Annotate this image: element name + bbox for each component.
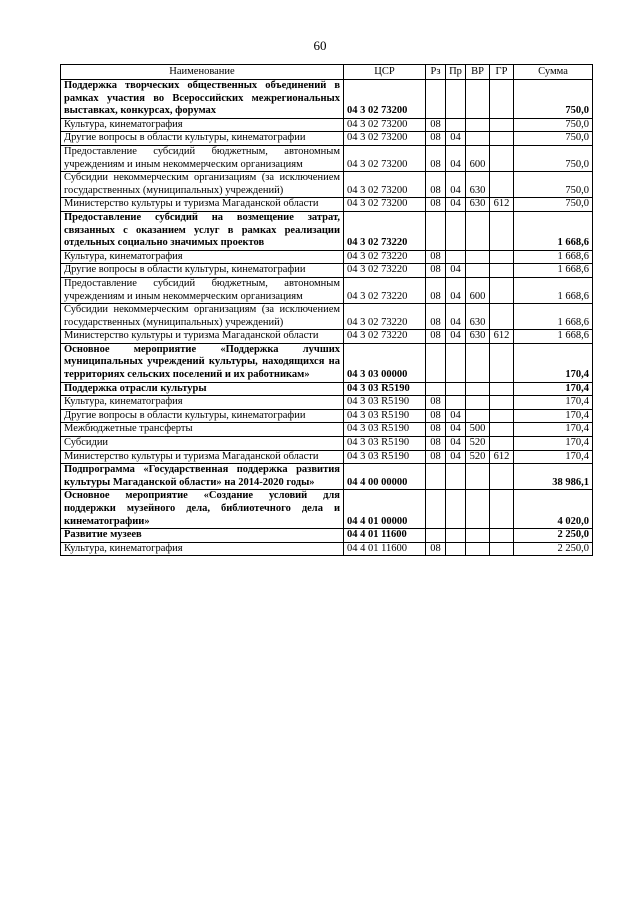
table-row [61,80,593,119]
table-row [61,529,593,543]
cell-csr: 04 3 03 00000 [344,343,426,382]
cell-name: Культура, кинематография [61,250,344,264]
cell-pr [446,250,466,264]
cell-name: Развитие музеев [61,529,344,543]
header-rz: Рз [426,65,446,80]
cell-sum: 170,4 [514,409,593,423]
cell-vr [466,211,490,250]
cell-pr: 04 [446,198,466,212]
cell-gr [490,145,514,171]
cell-vr [466,118,490,132]
cell-name: Предоставление субсидий на возмещение затрат, связанных с оказанием услуг в рамках реализации отдельных социально значимых проектов [61,211,344,250]
cell-csr: 04 3 02 73220 [344,211,426,250]
cell-sum: 750,0 [514,118,593,132]
cell-sum: 170,4 [514,382,593,396]
cell-vr [466,250,490,264]
table-header [61,65,593,80]
cell-name: Основное мероприятие «Поддержка лучших муниципальных учреждений культуры, находящихся на территориях сельских поселений и их работникам» [61,343,344,382]
table-row [61,172,593,198]
cell-sum: 750,0 [514,145,593,171]
cell-name: Культура, кинематография [61,542,344,556]
cell-sum: 1 668,6 [514,211,593,250]
cell-csr: 04 3 02 73200 [344,198,426,212]
cell-csr: 04 3 02 73220 [344,250,426,264]
cell-rz: 08 [426,437,446,451]
cell-name: Субсидии некоммерческим организациям (за исключением государственных (муниципальных) учреждений) [61,172,344,198]
cell-gr [490,529,514,543]
cell-sum: 170,4 [514,450,593,464]
cell-pr [446,343,466,382]
cell-name: Министерство культуры и туризма Магаданской области [61,198,344,212]
table-row [61,264,593,278]
cell-pr: 04 [446,132,466,146]
cell-sum: 750,0 [514,172,593,198]
cell-pr: 04 [446,450,466,464]
header-csr: ЦСР [344,65,426,80]
cell-name: Субсидии [61,437,344,451]
cell-gr [490,277,514,303]
table-row [61,211,593,250]
cell-rz: 08 [426,304,446,330]
cell-gr: 612 [490,450,514,464]
cell-csr: 04 4 01 11600 [344,542,426,556]
page-number: 60 [313,38,327,53]
cell-pr [446,529,466,543]
cell-pr [446,490,466,529]
cell-csr: 04 3 03 R5190 [344,423,426,437]
cell-rz: 08 [426,118,446,132]
budget-table [60,64,593,556]
cell-gr [490,343,514,382]
cell-sum: 2 250,0 [514,542,593,556]
cell-csr: 04 3 03 R5190 [344,450,426,464]
header-pr: Пр [446,65,466,80]
cell-rz: 08 [426,330,446,344]
cell-vr [466,132,490,146]
cell-vr [466,409,490,423]
cell-vr [466,80,490,119]
cell-pr: 04 [446,409,466,423]
cell-sum: 750,0 [514,198,593,212]
cell-pr: 04 [446,330,466,344]
cell-rz: 08 [426,145,446,171]
header-name: Наименование [61,65,344,80]
cell-sum: 750,0 [514,132,593,146]
table-row [61,145,593,171]
table-row [61,382,593,396]
table-row [61,437,593,451]
cell-name: Предоставление субсидий бюджетным, автономным учреждениям и иным некоммерческим организациям [61,277,344,303]
cell-name: Культура, кинематография [61,118,344,132]
cell-pr [446,118,466,132]
table-row [61,490,593,529]
cell-gr [490,437,514,451]
cell-csr: 04 3 02 73220 [344,277,426,303]
cell-sum: 750,0 [514,80,593,119]
cell-rz: 08 [426,264,446,278]
cell-sum: 1 668,6 [514,264,593,278]
header-sum: Сумма [514,65,593,80]
cell-csr: 04 3 03 R5190 [344,382,426,396]
cell-csr: 04 3 02 73200 [344,80,426,119]
cell-pr: 04 [446,172,466,198]
cell-pr [446,382,466,396]
cell-gr [490,423,514,437]
cell-pr: 04 [446,264,466,278]
cell-name: Поддержка творческих общественных объединений в рамках участия во Всероссийских межрегиональных выставках, конкурсах, форумах [61,80,344,119]
table-row [61,277,593,303]
cell-vr [466,343,490,382]
cell-name: Другие вопросы в области культуры, кинематографии [61,264,344,278]
cell-name: Другие вопросы в области культуры, кинематографии [61,132,344,146]
cell-vr [466,490,490,529]
table-row [61,423,593,437]
table-row [61,330,593,344]
cell-rz: 08 [426,277,446,303]
cell-rz: 08 [426,198,446,212]
cell-sum: 1 668,6 [514,330,593,344]
cell-pr [446,396,466,410]
cell-sum: 1 668,6 [514,250,593,264]
cell-csr: 04 3 03 R5190 [344,437,426,451]
cell-vr: 630 [466,172,490,198]
cell-gr [490,304,514,330]
cell-sum: 170,4 [514,343,593,382]
cell-vr: 600 [466,277,490,303]
cell-csr: 04 3 02 73200 [344,118,426,132]
cell-pr [446,80,466,119]
cell-vr: 600 [466,145,490,171]
cell-pr: 04 [446,437,466,451]
cell-csr: 04 4 01 00000 [344,490,426,529]
cell-rz [426,529,446,543]
cell-vr [466,542,490,556]
cell-sum: 2 250,0 [514,529,593,543]
cell-sum: 170,4 [514,437,593,451]
cell-pr [446,464,466,490]
cell-sum: 1 668,6 [514,277,593,303]
cell-csr: 04 3 02 73220 [344,264,426,278]
cell-csr: 04 3 03 R5190 [344,396,426,410]
cell-rz: 08 [426,542,446,556]
cell-rz [426,464,446,490]
cell-pr: 04 [446,277,466,303]
cell-name: Основное мероприятие «Создание условий для поддержки музейного дела, библиотечного дела и кинематографии» [61,490,344,529]
cell-gr [490,464,514,490]
cell-csr: 04 4 00 00000 [344,464,426,490]
cell-rz: 08 [426,132,446,146]
cell-rz [426,490,446,529]
table-row [61,396,593,410]
table-row [61,198,593,212]
cell-sum: 170,4 [514,423,593,437]
cell-rz [426,343,446,382]
header-row [61,65,593,80]
cell-gr [490,409,514,423]
cell-rz: 08 [426,172,446,198]
cell-name: Межбюджетные трансферты [61,423,344,437]
cell-gr [490,396,514,410]
cell-rz: 08 [426,450,446,464]
cell-vr [466,382,490,396]
cell-name: Другие вопросы в области культуры, кинематографии [61,409,344,423]
cell-csr: 04 3 02 73200 [344,132,426,146]
table-row [61,464,593,490]
cell-rz: 08 [426,250,446,264]
cell-gr [490,172,514,198]
cell-name: Министерство культуры и туризма Магаданской области [61,330,344,344]
cell-rz [426,211,446,250]
cell-sum: 38 986,1 [514,464,593,490]
cell-vr: 630 [466,198,490,212]
cell-gr [490,211,514,250]
cell-csr: 04 3 03 R5190 [344,409,426,423]
cell-sum: 4 020,0 [514,490,593,529]
cell-vr: 520 [466,450,490,464]
cell-csr: 04 3 02 73200 [344,172,426,198]
cell-name: Субсидии некоммерческим организациям (за исключением государственных (муниципальных) учреждений) [61,304,344,330]
cell-gr [490,542,514,556]
header-vr: ВР [466,65,490,80]
table-row [61,304,593,330]
cell-csr: 04 3 02 73220 [344,330,426,344]
cell-vr [466,396,490,410]
table-row [61,450,593,464]
cell-gr [490,264,514,278]
cell-rz: 08 [426,409,446,423]
table-row [61,118,593,132]
cell-gr [490,118,514,132]
cell-csr: 04 3 02 73220 [344,304,426,330]
cell-name: Культура, кинематография [61,396,344,410]
table-row [61,343,593,382]
cell-vr [466,264,490,278]
cell-gr [490,132,514,146]
cell-name: Предоставление субсидий бюджетным, автономным учреждениям и иным некоммерческим организациям [61,145,344,171]
cell-pr [446,542,466,556]
cell-pr: 04 [446,304,466,330]
cell-sum: 1 668,6 [514,304,593,330]
cell-pr: 04 [446,423,466,437]
cell-gr [490,382,514,396]
cell-vr [466,464,490,490]
cell-gr: 612 [490,330,514,344]
cell-vr: 630 [466,330,490,344]
cell-vr [466,529,490,543]
cell-name: Министерство культуры и туризма Магаданской области [61,450,344,464]
cell-gr [490,250,514,264]
cell-rz: 08 [426,396,446,410]
cell-vr: 500 [466,423,490,437]
cell-gr: 612 [490,198,514,212]
cell-pr: 04 [446,145,466,171]
header-gr: ГР [490,65,514,80]
table-body [61,80,593,556]
cell-csr: 04 4 01 11600 [344,529,426,543]
cell-gr [490,80,514,119]
cell-csr: 04 3 02 73200 [344,145,426,171]
table-row [61,542,593,556]
cell-name: Подпрограмма «Государственная поддержка развития культуры Магаданской области» на 2014-2020 годы» [61,464,344,490]
cell-gr [490,490,514,529]
cell-rz [426,382,446,396]
cell-rz [426,80,446,119]
cell-rz: 08 [426,423,446,437]
cell-vr: 630 [466,304,490,330]
table-row [61,250,593,264]
cell-vr: 520 [466,437,490,451]
cell-sum: 170,4 [514,396,593,410]
table-row [61,132,593,146]
cell-pr [446,211,466,250]
table-row [61,409,593,423]
cell-name: Поддержка отрасли культуры [61,382,344,396]
